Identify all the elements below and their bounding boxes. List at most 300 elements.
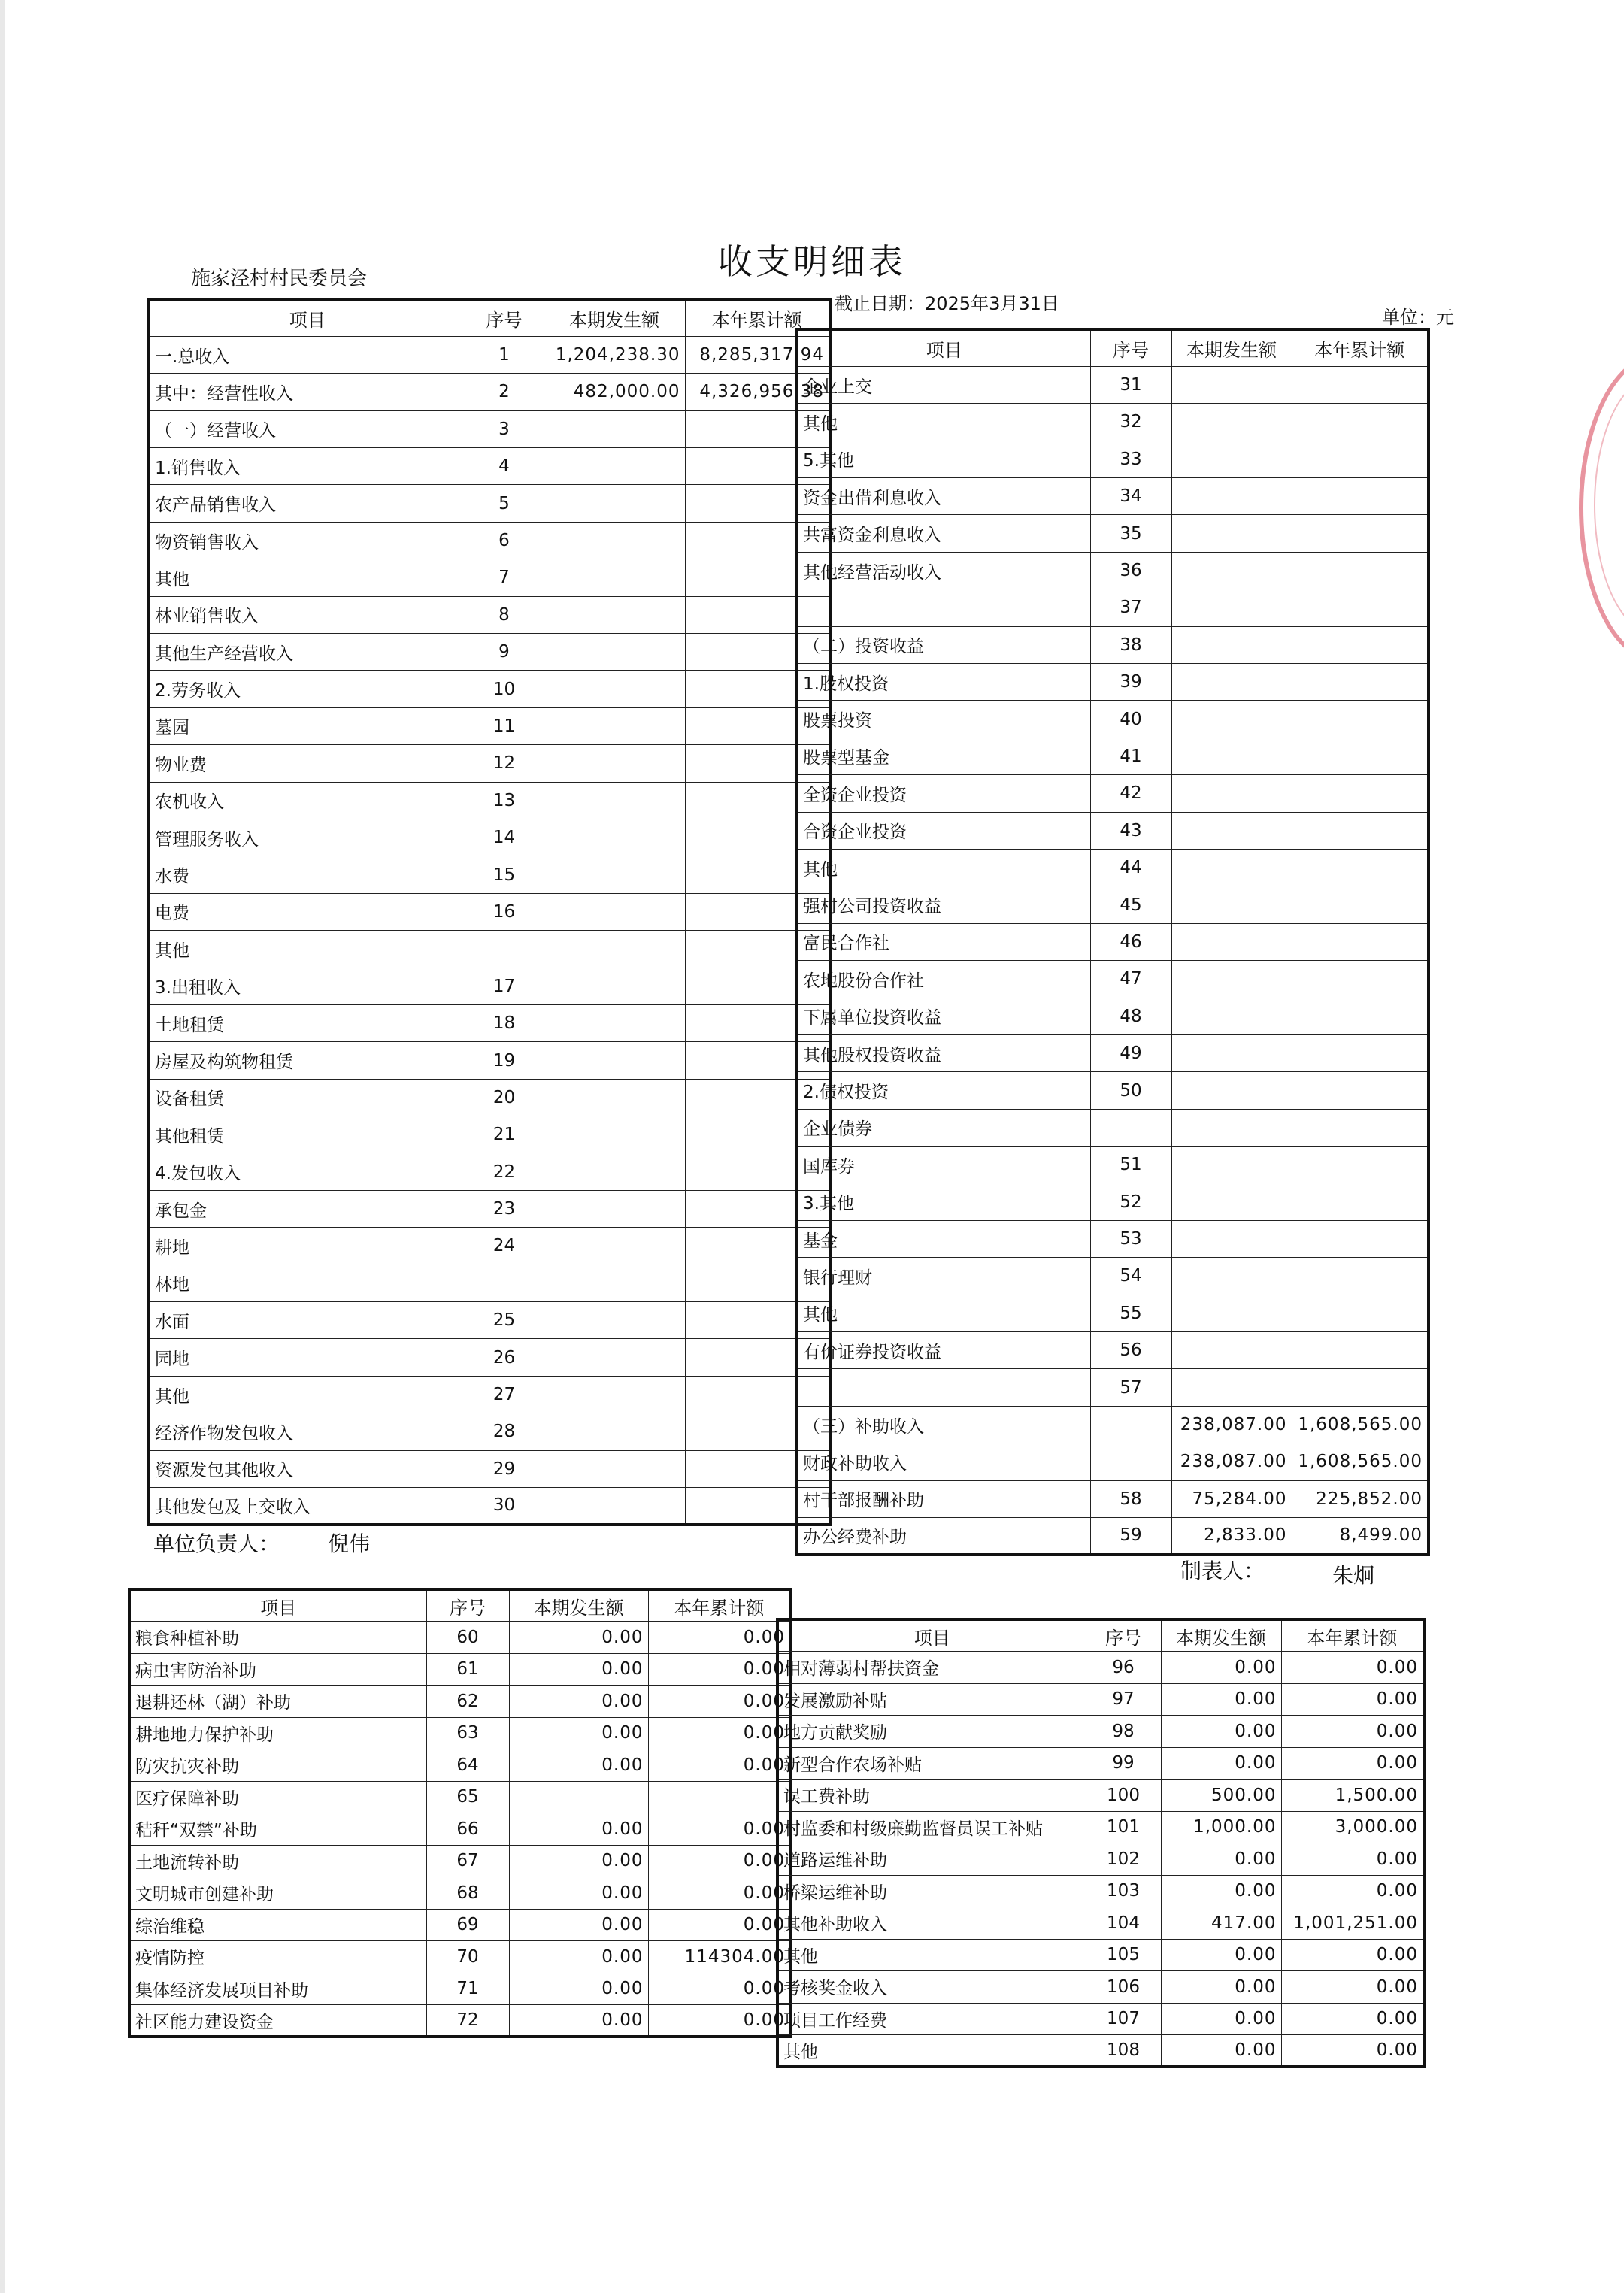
col-header-item: 项目	[777, 1619, 1086, 1652]
table-row	[149, 522, 830, 559]
table-row	[797, 1480, 1429, 1517]
cell-seq: 14	[465, 819, 544, 856]
cell-ytd	[1292, 1183, 1429, 1220]
table-row	[777, 1716, 1424, 1748]
cell-current: 1,204,238.30	[544, 336, 685, 373]
cell-seq: 26	[465, 1339, 544, 1376]
cell-seq: 56	[1090, 1332, 1171, 1369]
cell-ytd	[1292, 441, 1429, 477]
cell-seq: 8	[465, 596, 544, 633]
cell-ytd: 0.00	[648, 1686, 791, 1718]
table-row	[797, 961, 1429, 998]
cell-current	[1171, 1258, 1292, 1295]
cell-seq: 52	[1090, 1183, 1171, 1220]
cell-item: 物资销售收入	[149, 522, 465, 559]
cell-current	[1171, 664, 1292, 701]
cell-seq: 104	[1086, 1907, 1161, 1940]
table-row	[797, 366, 1429, 403]
cell-ytd: 225,852.00	[1292, 1480, 1429, 1517]
cell-current	[1171, 589, 1292, 626]
cell-item: 资金出借利息收入	[797, 478, 1090, 515]
table-row	[777, 2035, 1424, 2067]
col-header-ytd: 本年累计额	[685, 299, 830, 336]
table-row	[149, 1413, 830, 1450]
cell-seq: 64	[426, 1749, 509, 1782]
cell-seq: 31	[1090, 366, 1171, 403]
cell-item: 承包金	[149, 1190, 465, 1227]
table-row	[149, 856, 830, 893]
cell-ytd	[1292, 1258, 1429, 1295]
cell-item: 房屋及构筑物租赁	[149, 1042, 465, 1079]
table-row	[777, 1780, 1424, 1812]
cell-item: 耕地	[149, 1228, 465, 1265]
cell-item: 4.发包收入	[149, 1153, 465, 1190]
cell-current	[544, 596, 685, 633]
table-row	[797, 404, 1429, 441]
cell-current: 0.00	[509, 1941, 648, 1973]
cell-ytd	[1292, 589, 1429, 626]
cell-item: 企业债券	[797, 1109, 1090, 1146]
cell-ytd	[1292, 886, 1429, 923]
cell-item: 全资企业投资	[797, 775, 1090, 812]
table-row	[149, 634, 830, 671]
cell-seq: 10	[465, 671, 544, 707]
cell-ytd	[1292, 923, 1429, 960]
scan-edge	[0, 0, 5, 2293]
table-row	[149, 1190, 830, 1227]
cell-seq: 103	[1086, 1875, 1161, 1907]
cell-item: 下属单位投资收益	[797, 998, 1090, 1034]
cell-ytd: 0.00	[1281, 1875, 1424, 1907]
cell-seq	[1090, 1109, 1171, 1146]
cell-current	[544, 1488, 685, 1525]
cell-ytd	[1292, 1220, 1429, 1257]
cell-item: 相对薄弱村帮扶资金	[777, 1652, 1086, 1684]
cell-ytd	[1292, 1109, 1429, 1146]
table-row	[149, 1339, 830, 1376]
cell-seq: 5	[465, 485, 544, 522]
cell-seq: 59	[1090, 1518, 1171, 1555]
cell-current	[1171, 366, 1292, 403]
cell-ytd	[1292, 366, 1429, 403]
cell-ytd: 0.00	[1281, 2035, 1424, 2067]
cell-seq: 23	[465, 1190, 544, 1227]
table-row	[797, 923, 1429, 960]
cell-current: 0.00	[509, 1973, 648, 2005]
table-row	[797, 441, 1429, 477]
cell-ytd: 0.00	[1281, 1716, 1424, 1748]
col-header-ytd: 本年累计额	[1281, 1619, 1424, 1652]
table-row	[777, 1683, 1424, 1716]
col-header-current: 本期发生额	[544, 299, 685, 336]
cell-seq: 3	[465, 410, 544, 447]
table-row	[797, 626, 1429, 663]
cell-ytd: 0.00	[1281, 1939, 1424, 1971]
cell-seq: 46	[1090, 923, 1171, 960]
cell-item: 秸秆“双禁”补助	[129, 1813, 426, 1846]
cell-seq: 48	[1090, 998, 1171, 1034]
cell-ytd: 0.00	[648, 1622, 791, 1654]
col-header-item: 项目	[149, 299, 465, 336]
cell-current: 0.00	[1161, 2035, 1281, 2067]
cell-seq: 105	[1086, 1939, 1161, 1971]
cell-current: 0.00	[1161, 1971, 1281, 2004]
col-header-seq: 序号	[1090, 329, 1171, 366]
cell-item: 其他租赁	[149, 1116, 465, 1153]
cell-seq: 6	[465, 522, 544, 559]
table-row	[797, 1109, 1429, 1146]
cell-ytd	[1292, 1369, 1429, 1406]
cell-ytd: 4,326,956.38	[685, 374, 830, 410]
cell-ytd: 1,500.00	[1281, 1780, 1424, 1812]
cell-current	[1171, 1295, 1292, 1331]
cell-item: 林地	[149, 1265, 465, 1301]
cell-ytd: 0.00	[1281, 1652, 1424, 1684]
cell-item: 其他补助收入	[777, 1907, 1086, 1940]
cell-seq: 32	[1090, 404, 1171, 441]
cell-ytd	[1292, 1146, 1429, 1183]
cell-ytd: 0.00	[1281, 1843, 1424, 1876]
table-row	[797, 1295, 1429, 1331]
cell-current	[544, 893, 685, 930]
cell-item: 土地流转补助	[129, 1845, 426, 1877]
cell-seq: 16	[465, 893, 544, 930]
cell-seq: 99	[1086, 1747, 1161, 1780]
cell-ytd: 0.00	[648, 1653, 791, 1686]
cell-item: 经济作物发包收入	[149, 1413, 465, 1450]
col-header-ytd: 本年累计额	[1292, 329, 1429, 366]
cell-item: 其他	[797, 1295, 1090, 1331]
cell-item: 文明城市创建补助	[129, 1877, 426, 1910]
cell-item: 其他经营活动收入	[797, 552, 1090, 589]
cell-current: 0.00	[509, 1813, 648, 1846]
cell-seq: 41	[1090, 738, 1171, 774]
cell-item: 地方贡献奖励	[777, 1716, 1086, 1748]
table-row	[149, 1004, 830, 1041]
table-row	[129, 2005, 791, 2037]
cell-ytd: 1,608,565.00	[1292, 1443, 1429, 1480]
table-row	[129, 1813, 791, 1846]
table-row	[129, 1877, 791, 1910]
cell-seq: 39	[1090, 664, 1171, 701]
cell-current	[1171, 961, 1292, 998]
cell-current	[1171, 1109, 1292, 1146]
organization-name: 施家泾村村民委员会	[191, 268, 368, 290]
cell-item: 医疗保障补助	[129, 1781, 426, 1813]
cell-item: 集体经济发展项目补助	[129, 1973, 426, 2005]
currency-unit: 单位：元	[1382, 307, 1454, 328]
cell-item: 其他	[149, 1376, 465, 1413]
cell-ytd: 0.00	[648, 1717, 791, 1749]
cell-item: 股票型基金	[797, 738, 1090, 774]
cell-item: 村干部报酬补助	[797, 1480, 1090, 1517]
cell-current	[544, 1302, 685, 1339]
cell-item: 企业上交	[797, 366, 1090, 403]
cell-current	[1171, 626, 1292, 663]
cell-seq: 15	[465, 856, 544, 893]
cell-seq: 33	[1090, 441, 1171, 477]
table-row	[797, 1518, 1429, 1555]
table-row	[797, 1072, 1429, 1109]
cell-current: 0.00	[509, 1653, 648, 1686]
cell-current	[544, 1450, 685, 1487]
table-row	[797, 701, 1429, 738]
cell-item: 发展激励补贴	[777, 1683, 1086, 1716]
cell-seq: 61	[426, 1653, 509, 1686]
cell-item: 其中：经营性收入	[149, 374, 465, 410]
cell-item: 设备租赁	[149, 1079, 465, 1116]
report-date: 截止日期：2025年3月31日	[835, 293, 1059, 314]
table-row	[149, 1302, 830, 1339]
lower-right-body	[777, 1652, 1424, 2067]
cell-current: 0.00	[509, 1877, 648, 1910]
table-row	[797, 775, 1429, 812]
lower-left-table	[128, 1588, 792, 2038]
cell-ytd	[1292, 849, 1429, 886]
cell-current: 417.00	[1161, 1907, 1281, 1940]
table-row	[129, 1622, 791, 1654]
table-row	[777, 1843, 1424, 1876]
cell-current: 0.00	[1161, 1747, 1281, 1780]
cell-item	[797, 589, 1090, 626]
table-row	[149, 410, 830, 447]
cell-current	[1171, 1072, 1292, 1109]
cell-item: 其他	[149, 931, 465, 968]
cell-current	[544, 1228, 685, 1265]
cell-current	[1171, 515, 1292, 552]
cell-item: 3.其他	[797, 1183, 1090, 1220]
table-row	[129, 1653, 791, 1686]
cell-item: 村监委和村级廉勤监督员误工补贴	[777, 1811, 1086, 1843]
col-header-current: 本期发生额	[1171, 329, 1292, 366]
cell-item: 农产品销售收入	[149, 485, 465, 522]
table-row	[149, 596, 830, 633]
cell-ytd: 0.00	[1281, 1971, 1424, 2004]
cell-item: 粮食种植补助	[129, 1622, 426, 1654]
col-header-current: 本期发生额	[1161, 1619, 1281, 1652]
cell-seq: 107	[1086, 2003, 1161, 2035]
cell-item: 1.销售收入	[149, 448, 465, 485]
col-header-item: 项目	[129, 1589, 426, 1622]
cell-ytd	[1292, 664, 1429, 701]
cell-current	[544, 1265, 685, 1301]
table-row	[149, 931, 830, 968]
table-row	[129, 1973, 791, 2005]
cell-ytd	[1292, 738, 1429, 774]
cell-ytd	[1292, 626, 1429, 663]
cell-ytd	[1292, 1034, 1429, 1071]
col-header-ytd: 本年累计额	[648, 1589, 791, 1622]
cell-current	[544, 856, 685, 893]
cell-current: 0.00	[1161, 1652, 1281, 1684]
cell-ytd	[1292, 1332, 1429, 1369]
preparer-label: 制表人：	[1180, 1558, 1265, 1583]
cell-seq: 43	[1090, 812, 1171, 849]
cell-current: 500.00	[1161, 1780, 1281, 1812]
cell-current	[544, 1004, 685, 1041]
cell-seq: 45	[1090, 886, 1171, 923]
cell-ytd: 0.00	[1281, 1683, 1424, 1716]
cell-seq: 1	[465, 336, 544, 373]
table-row	[149, 448, 830, 485]
cell-seq: 2	[465, 374, 544, 410]
cell-seq: 68	[426, 1877, 509, 1910]
cell-ytd: 0.00	[648, 1973, 791, 2005]
cell-ytd	[1292, 552, 1429, 589]
cell-current	[544, 1339, 685, 1376]
table-row	[149, 671, 830, 707]
cell-ytd: 0.00	[648, 1877, 791, 1910]
cell-current: 1,000.00	[1161, 1811, 1281, 1843]
cell-current	[544, 819, 685, 856]
cell-ytd: 8,285,317.94	[685, 336, 830, 373]
cell-item: 退耕还林（湖）补助	[129, 1686, 426, 1718]
cell-item: 国库券	[797, 1146, 1090, 1183]
cell-item: 其他	[777, 1939, 1086, 1971]
upper-right-body	[797, 366, 1429, 1555]
cell-item: 5.其他	[797, 441, 1090, 477]
cell-current: 0.00	[509, 1717, 648, 1749]
table-row	[797, 998, 1429, 1034]
table-row	[149, 1265, 830, 1301]
cell-current: 0.00	[509, 1686, 648, 1718]
cell-current	[544, 745, 685, 782]
preparer-name: 朱炯	[1332, 1563, 1375, 1588]
cell-seq: 47	[1090, 961, 1171, 998]
cell-current	[1171, 998, 1292, 1034]
cell-current	[544, 1079, 685, 1116]
cell-seq: 11	[465, 707, 544, 744]
cell-item: 共富资金利息收入	[797, 515, 1090, 552]
upper-right-table	[795, 328, 1430, 1556]
cell-ytd	[1292, 1295, 1429, 1331]
cell-current	[1171, 738, 1292, 774]
table-row	[149, 968, 830, 1004]
cell-current	[1171, 923, 1292, 960]
cell-seq: 67	[426, 1845, 509, 1877]
cell-current	[1171, 1220, 1292, 1257]
table-row	[149, 819, 830, 856]
cell-current	[544, 1190, 685, 1227]
cell-current	[1171, 1034, 1292, 1071]
cell-item: 强村公司投资收益	[797, 886, 1090, 923]
cell-item: 资源发包其他收入	[149, 1450, 465, 1487]
cell-ytd	[1292, 701, 1429, 738]
cell-item: 防灾抗灾补助	[129, 1749, 426, 1782]
cell-seq: 50	[1090, 1072, 1171, 1109]
cell-seq: 49	[1090, 1034, 1171, 1071]
table-row	[129, 1781, 791, 1813]
cell-item: 墓园	[149, 707, 465, 744]
cell-seq: 98	[1086, 1716, 1161, 1748]
cell-current	[1171, 404, 1292, 441]
cell-item: 财政补助收入	[797, 1443, 1090, 1480]
table-row	[797, 1406, 1429, 1443]
cell-item: 桥梁运维补助	[777, 1875, 1086, 1907]
table-row	[797, 849, 1429, 886]
cell-item: 一.总收入	[149, 336, 465, 373]
cell-current: 0.00	[1161, 1939, 1281, 1971]
cell-seq: 58	[1090, 1480, 1171, 1517]
cell-current	[1171, 1332, 1292, 1369]
table-row	[777, 2003, 1424, 2035]
cell-ytd	[1292, 998, 1429, 1034]
table-row	[149, 374, 830, 410]
table-row	[797, 478, 1429, 515]
cell-ytd: 0.00	[648, 2005, 791, 2037]
cell-current	[544, 448, 685, 485]
cell-ytd	[648, 1781, 791, 1813]
table-row	[149, 1079, 830, 1116]
cell-seq: 13	[465, 782, 544, 819]
cell-seq: 65	[426, 1781, 509, 1813]
cell-ytd: 1,608,565.00	[1292, 1406, 1429, 1443]
cell-item: 水面	[149, 1302, 465, 1339]
cell-seq: 44	[1090, 849, 1171, 886]
col-header-seq: 序号	[426, 1589, 509, 1622]
cell-seq: 17	[465, 968, 544, 1004]
cell-current: 0.00	[509, 1622, 648, 1654]
cell-item	[797, 1369, 1090, 1406]
upper-left-table	[147, 298, 832, 1526]
table-row	[149, 707, 830, 744]
table-row	[777, 1907, 1424, 1940]
table-row	[797, 1369, 1429, 1406]
cell-seq: 71	[426, 1973, 509, 2005]
cell-ytd: 0.00	[648, 1749, 791, 1782]
cell-item: （一）经营收入	[149, 410, 465, 447]
col-header-item: 项目	[797, 329, 1090, 366]
cell-seq: 9	[465, 634, 544, 671]
cell-current	[544, 671, 685, 707]
col-header-current: 本期发生额	[509, 1589, 648, 1622]
cell-ytd	[1292, 812, 1429, 849]
cell-current	[1171, 1369, 1292, 1406]
cell-seq: 108	[1086, 2035, 1161, 2067]
col-header-seq: 序号	[1086, 1619, 1161, 1652]
cell-seq: 35	[1090, 515, 1171, 552]
cell-current	[544, 1413, 685, 1450]
cell-current	[544, 634, 685, 671]
cell-current	[1171, 886, 1292, 923]
cell-ytd: 0.00	[1281, 1747, 1424, 1780]
cell-current	[1171, 441, 1292, 477]
cell-current: 0.00	[1161, 1716, 1281, 1748]
cell-current: 0.00	[509, 1845, 648, 1877]
cell-current: 75,284.00	[1171, 1480, 1292, 1517]
cell-seq: 34	[1090, 478, 1171, 515]
table-row	[797, 1220, 1429, 1257]
cell-item: 新型合作农场补贴	[777, 1747, 1086, 1780]
cell-current: 2,833.00	[1171, 1518, 1292, 1555]
cell-seq: 55	[1090, 1295, 1171, 1331]
cell-seq: 21	[465, 1116, 544, 1153]
cell-item: 综治维稳	[129, 1909, 426, 1941]
cell-item: 其他	[777, 2035, 1086, 2067]
table-row	[797, 515, 1429, 552]
table-row	[797, 1146, 1429, 1183]
cell-seq: 22	[465, 1153, 544, 1190]
table-row	[149, 782, 830, 819]
cell-seq: 30	[465, 1488, 544, 1525]
cell-current	[509, 1781, 648, 1813]
cell-seq: 38	[1090, 626, 1171, 663]
cell-item: 水费	[149, 856, 465, 893]
table-row	[149, 485, 830, 522]
cell-item: 办公经费补助	[797, 1518, 1090, 1555]
cell-item: 2.劳务收入	[149, 671, 465, 707]
table-row	[149, 336, 830, 373]
